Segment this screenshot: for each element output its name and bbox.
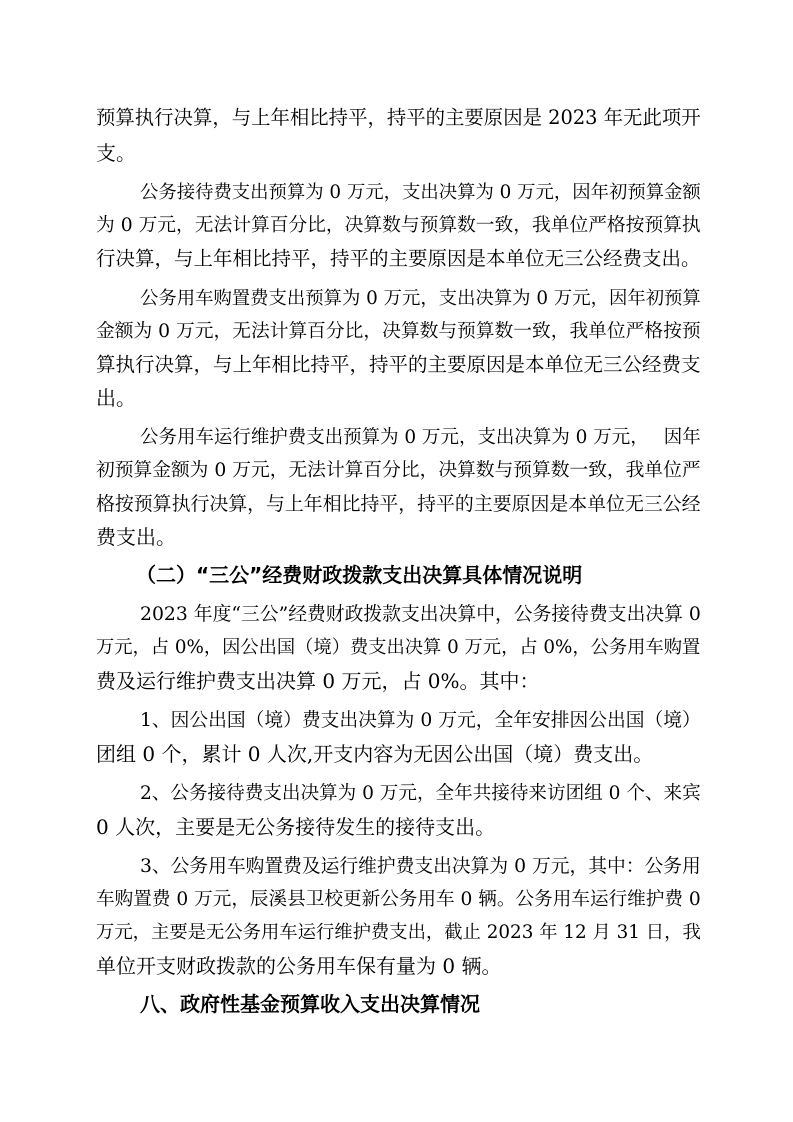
line-text: 2023 年度“三公”经费财政拨款支出决算中，公务接待费支出决算 0 [140,604,701,625]
heading-text: 八、政府性基金预算收入支出决算情况 [140,992,480,1016]
line-text: 3、公务用车购置费及运行维护费支出决算为 0 万元，其中：公务用 [140,856,701,877]
line-text: 万元，占 0%，因公出国（境）费支出决算 0 万元，占 0%，公务用车购置 [96,637,701,658]
line-text: 万元，主要是无公务用车运行维护费支出，截止 2023 年 12 月 31 日，我 [96,922,701,943]
line-text: 1、因公出国（境）费支出决算为 0 万元，全年安排因公出国（境） [140,710,701,731]
line-text: 公务接待费支出预算为 0 万元，支出决算为 0 万元，因年初预算金额 [140,182,701,203]
heading-text: （二）“三公”经费财政拨款支出决算具体情况说明 [136,563,583,587]
line-text: 2、公务接待费支出决算为 0 万元，全年共接待来访团组 0 个、来宾 [140,783,701,804]
line-text: 单位开支财政拨款的公务用车保有量为 0 辆。 [96,954,502,978]
line-text: 公务用车运行维护费支出预算为 0 万元，支出决算为 0 万元， 因年 [140,427,701,448]
line-text: 支。 [96,141,136,165]
line-text: 初预算金额为 0 万元，无法计算百分比，决算数与预算数一致，我单位严 [96,460,701,481]
line-text: 车购置费 0 万元，辰溪县卫校更新公务用车 0 辆。公务用车运行维护费 0 [96,889,701,910]
line-text: 预算执行决算，与上年相比持平，持平的主要原因是 2023 年无此项开 [96,106,701,129]
line-text: 格按预算执行决算，与上年相比持平，持平的主要原因是本单位无三公经 [96,493,701,515]
line-text: 金额为 0 万元，无法计算百分比，决算数与预算数一致，我单位严格按预 [96,321,701,342]
line-text: 团组 0 个，累计 0 人次,开支内容为无因公出国（境）费支出。 [96,742,654,766]
line-text: 算执行决算，与上年相比持平，持平的主要原因是本单位无三公经费支 [96,353,701,376]
line-text: 费及运行维护费支出决算 0 万元，占 0%。其中： [96,669,540,693]
line-text: 0 人次，主要是无公务接待发生的接待支出。 [96,815,496,839]
line-text: 费支出。 [96,525,176,549]
line-text: 出。 [96,386,136,410]
line-text: 公务用车购置费支出预算为 0 万元，支出决算为 0 万元，因年初预算 [140,288,701,309]
line-text: 为 0 万元，无法计算百分比，决算数与预算数一致，我单位严格按预算执 [96,215,701,236]
line-text: 行决算，与上年相比持平，持平的主要原因是本单位无三公经费支出。 [96,247,701,270]
